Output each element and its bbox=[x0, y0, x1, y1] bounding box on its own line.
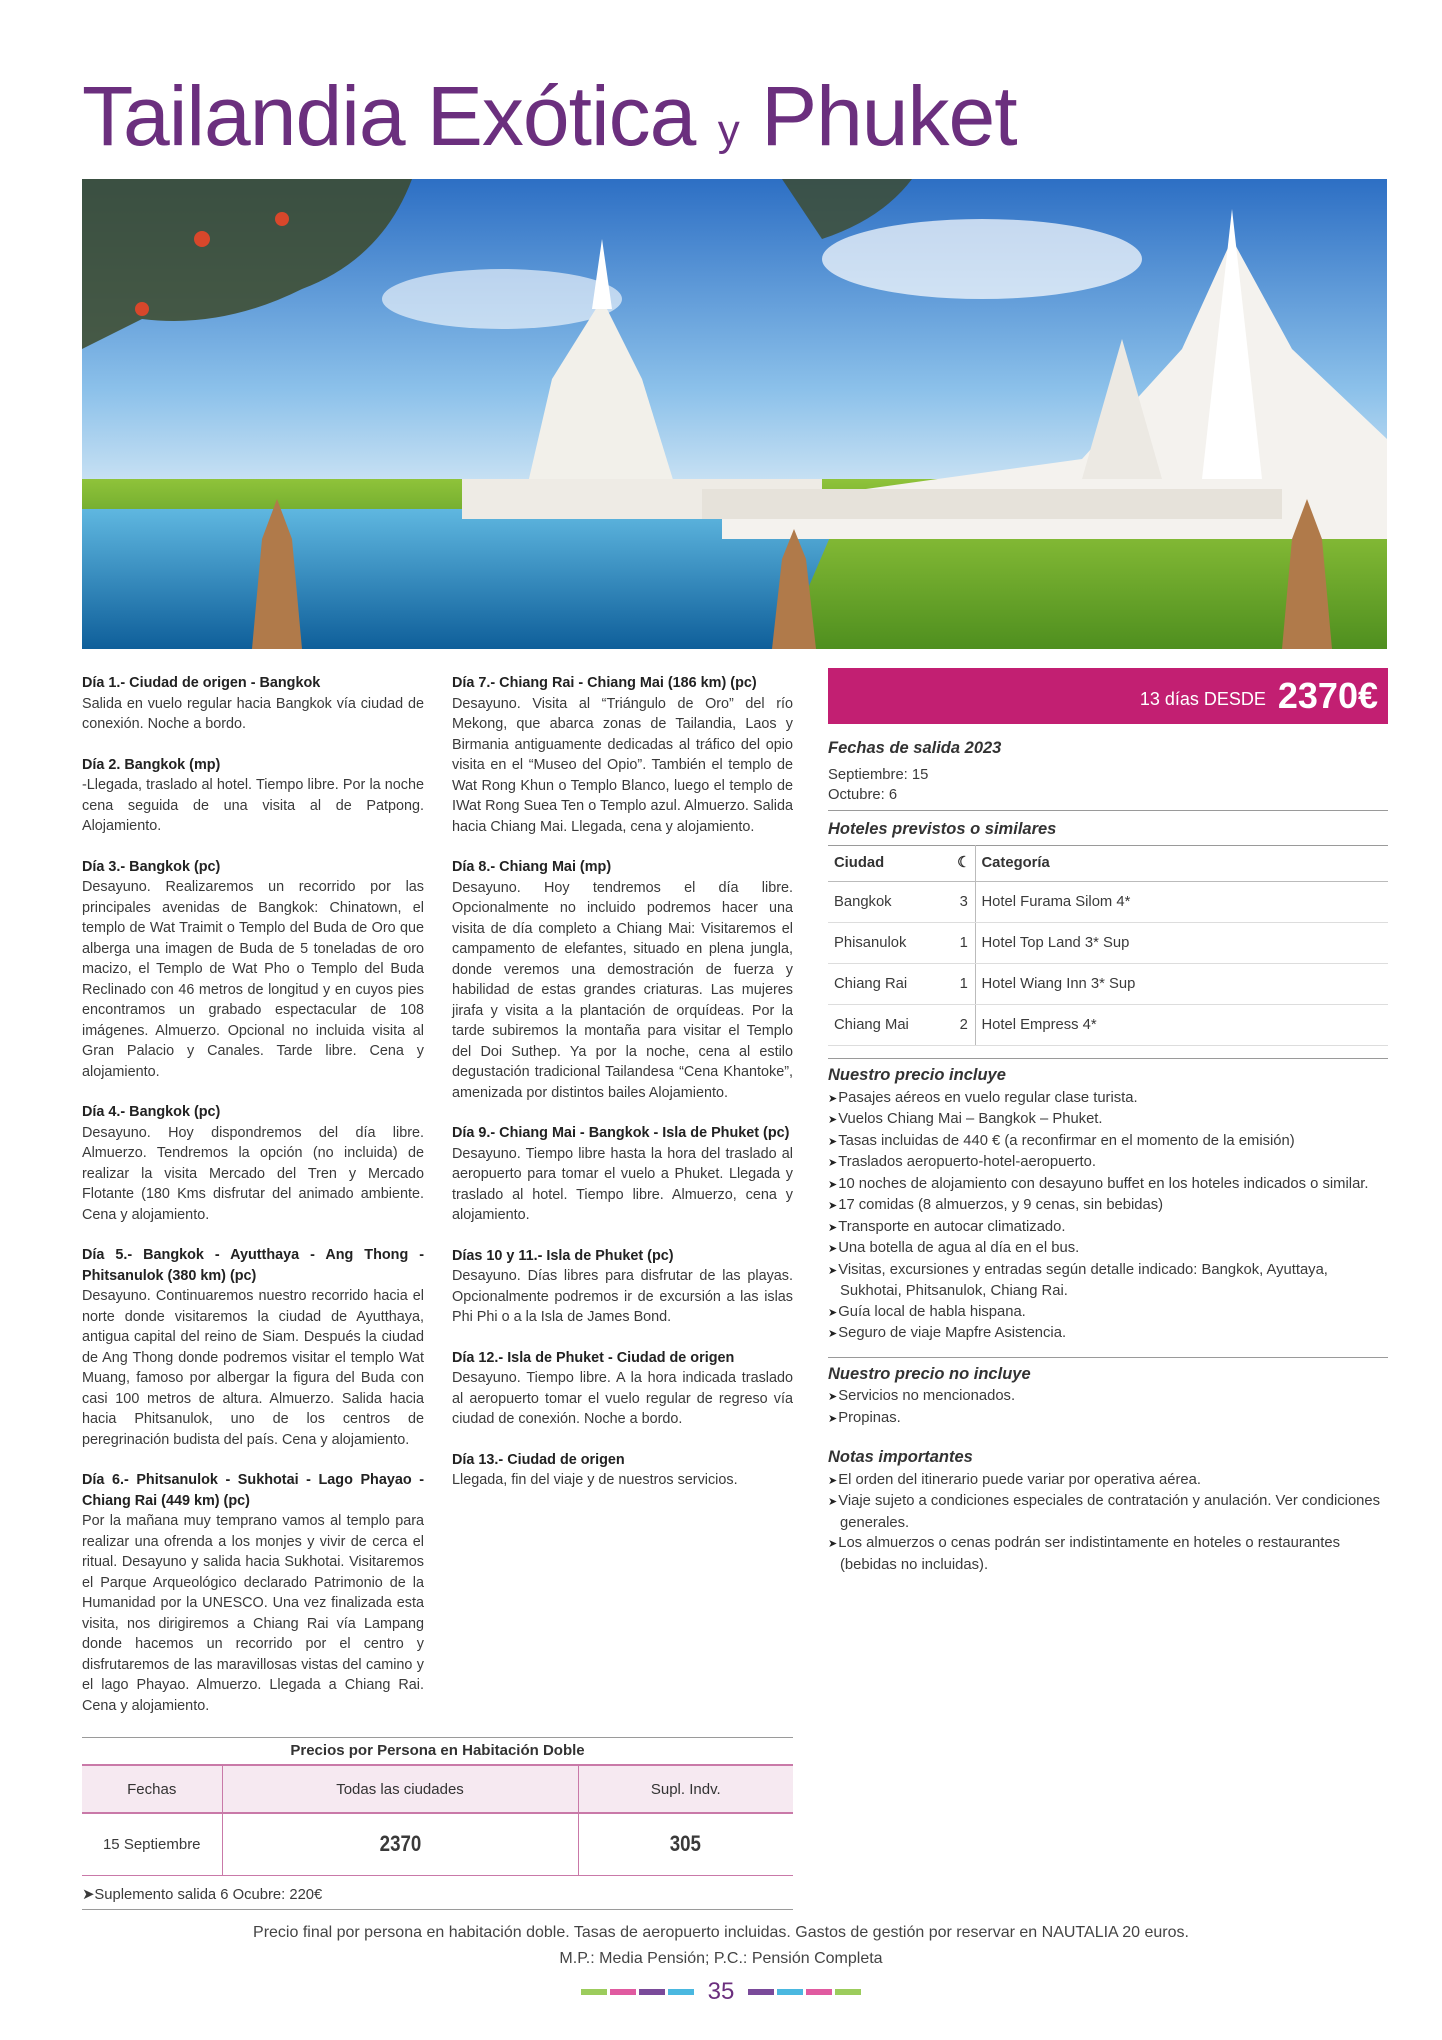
day-title: Día 5.- Bangkok - Ayutthaya - Ang Thong - Phitsanulok (380 km) (pc) bbox=[82, 1247, 424, 1284]
hotel-name: Hotel Top Land 3* Sup bbox=[975, 923, 1388, 964]
day-entry bbox=[452, 1348, 793, 1430]
page-number: 35 bbox=[707, 1978, 735, 2005]
day-entry bbox=[452, 1246, 793, 1328]
list-item: ➤ Pasajes aéreos en vuelo regular clase turista. bbox=[828, 1088, 1388, 1110]
footer-note: Precio final por persona en habitación doble. Tasas de aeropuerto incluidas. Gastos de gestión por reservar en NAUTALIA 20 euros. bbox=[253, 1924, 1189, 1941]
title-end: Phuket bbox=[761, 69, 1017, 163]
day-entry bbox=[452, 1123, 793, 1226]
color-bar bbox=[581, 1989, 607, 1995]
col-category: Categoría bbox=[975, 846, 1388, 882]
color-bar bbox=[806, 1989, 832, 1995]
hotel-city: Chiang Mai bbox=[828, 1005, 953, 1046]
price-table-section bbox=[82, 1737, 793, 1910]
day-body: Salida en vuelo regular hacia Bangkok vía ciudad de conexión. Noche a bordo. bbox=[82, 695, 424, 732]
hotels-heading: Hoteles previstos o similares bbox=[828, 819, 1057, 838]
day-title: Día 6.- Phitsanulok - Sukhotai - Lago Phayao - Chiang Rai (449 km) (pc) bbox=[82, 1472, 424, 1509]
day-title: Día 1.- Ciudad de origen - Bangkok bbox=[82, 675, 321, 691]
date-line: Septiembre: 15 bbox=[828, 766, 929, 783]
list-item: ➤ El orden del itinerario puede variar por operativa aérea. bbox=[828, 1470, 1388, 1492]
divider bbox=[828, 810, 1388, 811]
day-title: Día 8.- Chiang Mai (mp) bbox=[452, 859, 612, 875]
day-title: Día 2. Bangkok (mp) bbox=[82, 756, 221, 773]
hotel-name: Hotel Empress 4* bbox=[975, 1005, 1388, 1046]
hotel-nights: 1 bbox=[953, 923, 975, 964]
title-main: Tailandia Exótica bbox=[82, 69, 696, 163]
col-supplement: Supl. Indv. bbox=[578, 1765, 793, 1813]
includes-heading: Nuestro precio incluye bbox=[828, 1066, 1006, 1084]
price-cell bbox=[222, 1813, 578, 1875]
list-item: ➤ Guía local de habla hispana. bbox=[828, 1302, 1388, 1324]
color-bar bbox=[835, 1989, 861, 1995]
divider bbox=[828, 1058, 1388, 1059]
day-body: Desayuno. Hoy tendremos el día libre. Opcionalmente no incluido podremos hacer una visita de día completo a Chiang Mai: Visitaremos el campamento de elefantes, situado en plena jungla, donde veremos una demostración de fuerza y habilidad de estas grandes criaturas. Las mujeres jirafa y visita a la plantación de orquídeas. Por la tarde subiremos la montaña para visitar el Templo del Doi Suthep. Ya por la noche, cena al estilo degustación tradicional Tailandesa “Cena Khantoke”, amenizada por distintos bailes Alojamiento. bbox=[452, 879, 793, 1101]
day-body: Desayuno. Tiempo libre. A la hora indicada traslado al aeropuerto tomar el vuelo regular de regreso vía ciudad de conexión. Noche a bordo. bbox=[452, 1370, 793, 1427]
day-title: Días 10 y 11.- Isla de Phuket (pc) bbox=[452, 1247, 674, 1264]
table-row bbox=[82, 1813, 793, 1875]
hotel-city: Bangkok bbox=[828, 882, 953, 923]
dates-heading: Fechas de salida 2023 bbox=[828, 739, 1002, 757]
color-bar bbox=[668, 1989, 694, 1995]
hotel-city: Phisanulok bbox=[828, 923, 953, 964]
price-date: 15 Septiembre bbox=[82, 1813, 222, 1875]
price-table bbox=[82, 1764, 793, 1876]
col-dates: Fechas bbox=[82, 1765, 222, 1813]
day-title: Día 12.- Isla de Phuket - Ciudad de origen bbox=[452, 1349, 735, 1366]
supplement-value: 305 bbox=[670, 1831, 702, 1857]
hotels-table bbox=[828, 845, 1388, 1046]
hero-photo-white-temple bbox=[82, 179, 1387, 649]
table-row bbox=[828, 1005, 1388, 1046]
excludes-heading: Nuestro precio no incluye bbox=[828, 1364, 1031, 1383]
day-entry bbox=[452, 857, 793, 1103]
color-bars-right bbox=[748, 1989, 861, 1995]
notes-list bbox=[828, 1470, 1388, 1576]
itinerary-column-1 bbox=[82, 673, 424, 1736]
price-amount: 2370€ bbox=[1277, 674, 1378, 716]
list-item: ➤ Una botella de agua al día en el bus. bbox=[828, 1238, 1388, 1260]
list-item: ➤ Visitas, excursiones y entradas según detalle indicado: Bangkok, Ayuttaya, Sukhotai, Phitsanulok, Chiang Rai. bbox=[828, 1260, 1388, 1302]
color-bars-left bbox=[581, 1989, 694, 1995]
excludes-list bbox=[828, 1386, 1388, 1429]
day-entry bbox=[82, 755, 424, 837]
includes-list bbox=[828, 1088, 1388, 1345]
temple-illustration bbox=[82, 179, 1387, 649]
day-body: Desayuno. Días libres para disfrutar de las playas. Opcionalmente podremos ir de excursión a las islas Phi Phi o a la Isla de James Bond. bbox=[452, 1268, 793, 1325]
color-bar bbox=[639, 1989, 665, 1995]
page-number-bar bbox=[0, 1978, 1442, 2006]
color-bar bbox=[777, 1989, 803, 1995]
price-from-label: 13 días DESDE bbox=[1139, 688, 1266, 709]
supplement-note-text: Suplemento salida 6 Ocubre: 220€ bbox=[94, 1886, 323, 1903]
price-value: 2370 bbox=[379, 1831, 421, 1857]
divider bbox=[828, 1357, 1388, 1358]
footer-abbreviations: M.P.: Media Pensión; P.C.: Pensión Completa bbox=[559, 1950, 883, 1967]
day-body: Desayuno. Continuaremos nuestro recorrido hacia el norte donde visitaremos la ciudad de Ayutthaya, antigua capital del reino de Siam. Después la ciudad de Ang Thong donde podremos visitar el templo Wat Muang, famoso por albergar la figura del Buda con casi 100 metros de altura. Almuerzo. Salida hacia hacia Phitsanulok, uno de los centros de peregrinación budista del país. Cena y alojamiento. bbox=[82, 1288, 424, 1448]
list-item: ➤ Los almuerzos o cenas podrán ser indistintamente en hoteles o restaurantes (bebidas no incluidas). bbox=[828, 1533, 1388, 1575]
list-item: ➤ Vuelos Chiang Mai – Bangkok – Phuket. bbox=[828, 1109, 1388, 1131]
day-entry bbox=[82, 1102, 424, 1225]
nights-moon-icon: ☾ bbox=[953, 846, 975, 882]
supplement-cell bbox=[578, 1813, 793, 1875]
day-entry bbox=[82, 1245, 424, 1450]
list-item: ➤ Propinas. bbox=[828, 1408, 1388, 1430]
day-body: Por la mañana muy temprano vamos al templo para realizar una ofrenda a los monjes y vivir de cerca el ritual. Desayuno y salida hacia Sukhotai. Visitaremos el Parque Arqueológico declarado Patrimonio de la Humanidad por la UNESCO. Una vez finalizada esta visita, nos dirigiremos a Chiang Rai vía Lampang donde hacemos un recorrido por el centro y disfrutaremos de las maravillosas vistas del camino y el lago Phayao. Almuerzo. Llegada a Chiang Rai. Cena y alojamiento. bbox=[82, 1513, 424, 1714]
list-item: ➤ 10 noches de alojamiento con desayuno buffet en los hoteles indicados o similar. bbox=[828, 1174, 1388, 1196]
day-title: Día 7.- Chiang Rai - Chiang Mai (186 km) (pc) bbox=[452, 675, 757, 691]
day-body: Desayuno. Tiempo libre hasta la hora del traslado al aeropuerto para tomar el vuelo a Phuket. Llegada y traslado al hotel. Tiempo libre. Almuerzo, cena y alojamiento. bbox=[452, 1145, 793, 1223]
list-item: ➤ 17 comidas (8 almuerzos, y 9 cenas, sin bebidas) bbox=[828, 1195, 1388, 1217]
list-item: ➤ Viaje sujeto a condiciones especiales de contratación y anulación. Ver condiciones generales. bbox=[828, 1491, 1388, 1533]
day-title: Día 3.- Bangkok (pc) bbox=[82, 858, 221, 875]
day-body: Desayuno. Visita al “Triángulo de Oro” del río Mekong, que abarca zonas de Tailandia, Laos y Birmania antiguamente dedicadas al tráfico del opio visita en el “Museo del Opio”. También el templo de Wat Rong Khun o Templo Blanco, luego el templo de IWat Rong Suea Ten o Templo azul. Almuerzo. Salida hacia Chiang Mai. Llegada, cena y alojamiento. bbox=[452, 695, 793, 835]
list-item: ➤ Transporte en autocar climatizado. bbox=[828, 1217, 1388, 1239]
list-item: ➤ Seguro de viaje Mapfre Asistencia. bbox=[828, 1323, 1388, 1345]
price-table-title: Precios por Persona en Habitación Doble bbox=[82, 1737, 793, 1764]
hotel-nights: 1 bbox=[953, 964, 975, 1005]
col-all-cities: Todas las ciudades bbox=[222, 1765, 578, 1813]
table-row bbox=[828, 923, 1388, 964]
table-row bbox=[828, 882, 1388, 923]
day-entry bbox=[452, 673, 793, 837]
info-panel bbox=[828, 668, 1388, 1575]
supplement-note bbox=[82, 1886, 793, 1910]
table-row bbox=[828, 964, 1388, 1005]
day-entry bbox=[82, 857, 424, 1083]
day-entry bbox=[452, 1450, 793, 1491]
list-item: ➤ Servicios no mencionados. bbox=[828, 1386, 1388, 1408]
day-body: -Llegada, traslado al hotel. Tiempo libre. Por la noche cena seguida de una visita al de Patpong. Alojamiento. bbox=[82, 777, 424, 834]
hotel-city: Chiang Rai bbox=[828, 964, 953, 1005]
day-entry bbox=[82, 673, 424, 735]
title-conj: y bbox=[717, 106, 739, 155]
list-item: ➤ Traslados aeropuerto-hotel-aeropuerto. bbox=[828, 1152, 1388, 1174]
price-banner bbox=[828, 668, 1388, 724]
day-title: Día 9.- Chiang Mai - Bangkok - Isla de Phuket (pc) bbox=[452, 1125, 790, 1141]
day-body: Desayuno. Realizaremos un recorrido por las principales avenidas de Bangkok: Chinatown, el templo de Wat Traimit o Templo del Buda de Oro que alberga una imagen de Buda de 5 toneladas de oro macizo, el Templo de Wat Pho o Templo del Buda Reclinado con 46 metros de longitud y en cuyos pies encontramos un grabado espectacular de 108 imágenes. Almuerzo. Opcional no incluida visita al Gran Palacio y Canales. Tarde libre. Cena y alojamiento. bbox=[82, 879, 424, 1080]
day-title: Día 13.- Ciudad de origen bbox=[452, 1451, 625, 1468]
color-bar bbox=[748, 1989, 774, 1995]
page-title bbox=[82, 70, 1017, 162]
list-item: ➤ Tasas incluidas de 440 € (a reconfirmar en el momento de la emisión) bbox=[828, 1131, 1388, 1153]
itinerary-column-2 bbox=[452, 673, 793, 1511]
col-city: Ciudad bbox=[828, 846, 953, 882]
hotel-name: Hotel Furama Silom 4* bbox=[975, 882, 1388, 923]
notes-heading: Notas importantes bbox=[828, 1448, 973, 1466]
day-body: Llegada, fin del viaje y de nuestros servicios. bbox=[452, 1472, 738, 1488]
day-entry bbox=[82, 1470, 424, 1716]
date-line: Octubre: 6 bbox=[828, 787, 898, 803]
hotel-nights: 2 bbox=[953, 1005, 975, 1046]
hotel-name: Hotel Wiang Inn 3* Sup bbox=[975, 964, 1388, 1005]
color-bar bbox=[610, 1989, 636, 1995]
arrow-icon: ➤ bbox=[82, 1886, 95, 1903]
day-body: Desayuno. Hoy dispondremos del día libre. Almuerzo. Tendremos la opción (no incluida) de realizar la visita Mercado del Tren y Mercado Flotante (180 Kms disfrutar del animado ambiente. Cena y alojamiento. bbox=[82, 1124, 424, 1223]
hotel-nights: 3 bbox=[953, 882, 975, 923]
day-title: Día 4.- Bangkok (pc) bbox=[82, 1104, 221, 1120]
